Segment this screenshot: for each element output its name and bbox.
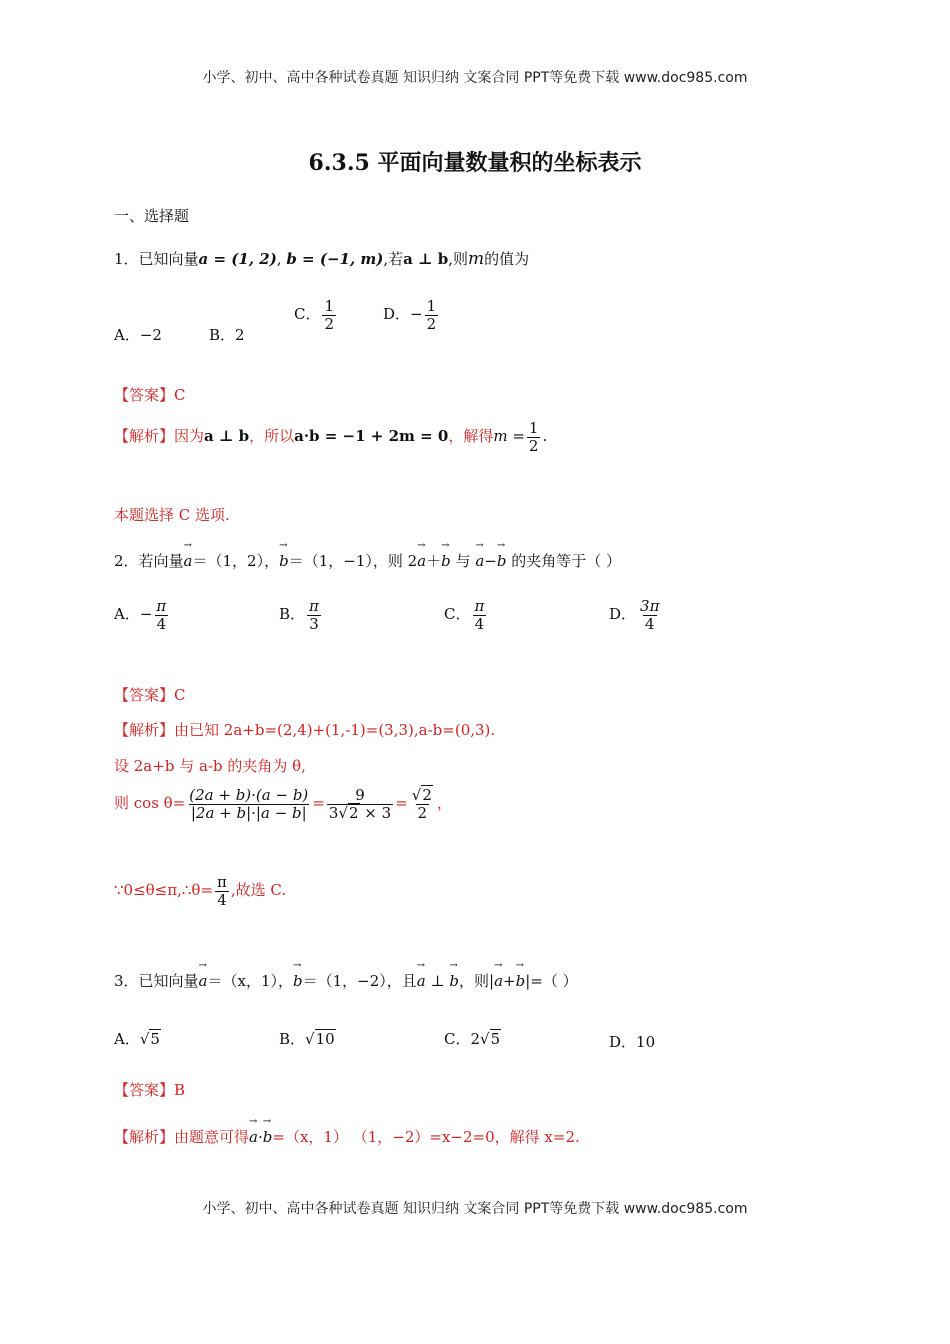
fraction-denominator: 4 — [217, 890, 227, 909]
q2-option-c — [444, 598, 488, 632]
question-2 — [114, 550, 621, 571]
sqrt-icon: √10 — [305, 1030, 335, 1048]
option-label: D． — [383, 305, 411, 323]
fraction-numerator: 1 — [324, 297, 335, 315]
page-title: 6.3.5 平面向量数量积的坐标表示 — [308, 150, 642, 176]
vector-a: → a — [417, 552, 426, 570]
analysis-text: ，解得 — [448, 427, 494, 445]
option-label: C． — [444, 1030, 471, 1048]
den-factor: × 3 — [359, 803, 392, 822]
vector-a: → a — [475, 552, 484, 570]
vector-b: → b — [279, 552, 289, 570]
analysis-condition: a ⊥ b — [204, 427, 250, 445]
option-label: A． — [114, 1030, 140, 1048]
fraction-numerator: π — [156, 597, 167, 615]
radicand: 5 — [490, 1030, 501, 1048]
fraction-numerator: 1 — [528, 419, 539, 437]
option-value: −2 — [139, 326, 162, 344]
q2-with: 与 — [455, 552, 471, 570]
plus-sign: + — [503, 972, 516, 990]
analysis-m: m = — [493, 427, 525, 445]
sqrt-icon: √2 — [411, 786, 432, 804]
sqrt-icon: √2 — [338, 803, 359, 822]
radicand: 5 — [150, 1030, 160, 1048]
question-1 — [114, 248, 529, 269]
fraction-denominator: 4 — [156, 614, 167, 633]
option-label: B． — [279, 1030, 306, 1048]
analysis-text: （1，−2）=x−2=0，解得 x=2. — [352, 1128, 580, 1146]
option-sign: − — [139, 605, 153, 623]
fraction-numerator: π — [217, 873, 227, 891]
radicand: 2 — [422, 786, 432, 804]
analysis-text: =（x，1） — [272, 1128, 348, 1146]
equals-sign: = — [312, 794, 325, 812]
q3-option-d — [609, 1031, 655, 1052]
analysis-equation: a·b = −1 + 2m = 0 — [294, 427, 449, 445]
equals-sign: = — [395, 794, 408, 812]
q1-option-b — [209, 324, 245, 345]
dot-sign: · — [257, 1128, 263, 1146]
section-heading: 一、选择题 — [114, 207, 190, 225]
q1-end: 的值为 — [484, 250, 530, 268]
fraction-numerator: π — [309, 597, 319, 615]
vector-b: → b — [441, 552, 451, 570]
q1-number: 1．已知向量 — [114, 250, 199, 268]
q3-analysis — [114, 1126, 580, 1147]
analysis-text: ，所以 — [249, 427, 295, 445]
vector-b: → b — [263, 1128, 273, 1146]
comma: ， — [436, 794, 452, 812]
q3-number: 3．已知向量 — [114, 972, 199, 990]
q2-b-value: ＝（1，−1），则 2 — [288, 552, 418, 570]
option-value: 10 — [636, 1033, 656, 1051]
analysis-tag: 【解析】 — [114, 721, 175, 739]
fraction-numerator: (2a + b)·(a − b) — [189, 786, 309, 804]
fraction-denominator: 2 — [324, 314, 335, 333]
minus-sign: − — [484, 552, 497, 570]
fraction-denominator: 2 — [528, 436, 539, 455]
q1-answer: 【答案】C — [114, 386, 186, 404]
plus-sign: ＋ — [426, 552, 442, 570]
coefficient: 2 — [470, 1030, 481, 1048]
option-sign: − — [410, 305, 423, 323]
q1-sep: , — [276, 250, 287, 268]
header-banner: 小学、初中、高中各种试卷真题 知识归纳 文案合同 PPT等免费下载 www.doc985.com — [202, 70, 748, 86]
q3-answer: 【答案】B — [114, 1081, 186, 1099]
q1-option-c — [294, 298, 338, 332]
q1-m: m — [468, 249, 485, 269]
q1-mid: ,若 — [383, 250, 404, 268]
vector-a: → a — [417, 972, 426, 990]
radicand: 2 — [348, 803, 359, 822]
q1-vector-a: a = (1, 2) — [198, 250, 277, 268]
analysis-end: . — [542, 427, 548, 445]
fraction-denominator: 2 — [417, 803, 428, 822]
q2-a-value: ＝（1，2）， — [192, 552, 280, 570]
q1-option-a — [114, 324, 162, 345]
fraction-numerator: 9 — [355, 786, 365, 804]
q2-analysis-line1 — [114, 719, 495, 740]
fraction-denominator: 4 — [474, 614, 485, 633]
q1-option-d — [383, 298, 440, 332]
fraction-numerator: 3π — [640, 597, 660, 615]
q3-option-c — [444, 1028, 501, 1049]
question-3 — [114, 970, 578, 991]
footer-banner: 小学、初中、高中各种试卷真题 知识归纳 文案合同 PPT等免费下载 www.doc985.com — [202, 1201, 748, 1217]
q1-vector-b: b = (−1, m) — [286, 250, 384, 268]
option-label: A． — [114, 605, 140, 623]
option-value: 2 — [235, 326, 245, 344]
option-label: D． — [609, 1033, 637, 1051]
q1-choose: 本题选择 C 选项. — [114, 506, 230, 524]
fraction-numerator: π — [474, 597, 485, 615]
q3-then: ，则| — [459, 972, 495, 990]
perp-sign: ⊥ — [430, 972, 445, 990]
q3-b-value: ＝（1，−2），且 — [302, 972, 417, 990]
q1-tail: ,则 — [448, 250, 468, 268]
q2-option-d — [609, 598, 663, 632]
option-label: B． — [279, 605, 306, 623]
conclude-text: ,故选 C. — [230, 881, 287, 899]
analysis-text: 由题意可得 — [174, 1128, 250, 1146]
q3-option-a — [114, 1028, 161, 1049]
vector-a: → a — [184, 552, 193, 570]
fraction-denominator: 4 — [644, 614, 655, 633]
q2-option-a — [114, 598, 170, 632]
q2-number: 2．若向量 — [114, 552, 184, 570]
sqrt-icon: √5 — [139, 1030, 160, 1048]
vector-b: → b — [497, 552, 507, 570]
q1-analysis — [114, 420, 547, 454]
since-text: ∵0≤θ≤π,∴θ= — [114, 881, 214, 899]
vector-a: → a — [494, 972, 503, 990]
option-label: B． — [209, 326, 236, 344]
q2-answer: 【答案】C — [114, 686, 186, 704]
q3-end: |=（ ） — [525, 972, 578, 990]
q2-cos-formula — [114, 787, 452, 821]
q2-conclusion — [114, 874, 286, 908]
q2-end: 的夹角等于（ ） — [511, 552, 622, 570]
vector-b: → b — [293, 972, 303, 990]
option-label: C． — [294, 305, 321, 323]
analysis-tag: 【解析】 — [114, 1128, 175, 1146]
fraction-denominator: |2a + b|·|a − b| — [190, 803, 307, 822]
fraction-denominator: 3 — [309, 614, 319, 633]
vector-b: → b — [516, 972, 526, 990]
vector-a: → a — [199, 972, 208, 990]
fraction-numerator: 1 — [426, 297, 437, 315]
q2-option-b — [279, 598, 323, 632]
sqrt-icon: √5 — [480, 1030, 501, 1048]
q3-option-b — [279, 1028, 336, 1049]
analysis-tag: 【解析】 — [114, 427, 175, 445]
option-label: C． — [444, 605, 471, 623]
den-coefficient: 3 — [328, 803, 339, 822]
q3-a-value: ＝（x，1）， — [207, 972, 294, 990]
q2-analysis-line2: 设 2a+b 与 a-b 的夹角为 θ, — [114, 757, 306, 775]
fraction-denominator: 2 — [426, 314, 437, 333]
radicand: 10 — [315, 1030, 335, 1048]
vector-a: → a — [249, 1128, 258, 1146]
analysis-text: 因为 — [174, 427, 205, 445]
cos-label: 则 cos θ= — [114, 794, 186, 812]
analysis-text: 由已知 2a+b=(2,4)+(1,-1)=(3,3),a-b=(0,3). — [174, 721, 496, 739]
vector-b: → b — [449, 972, 459, 990]
option-label: D． — [609, 605, 637, 623]
q1-condition: a ⊥ b — [403, 250, 449, 268]
option-label: A． — [114, 326, 140, 344]
